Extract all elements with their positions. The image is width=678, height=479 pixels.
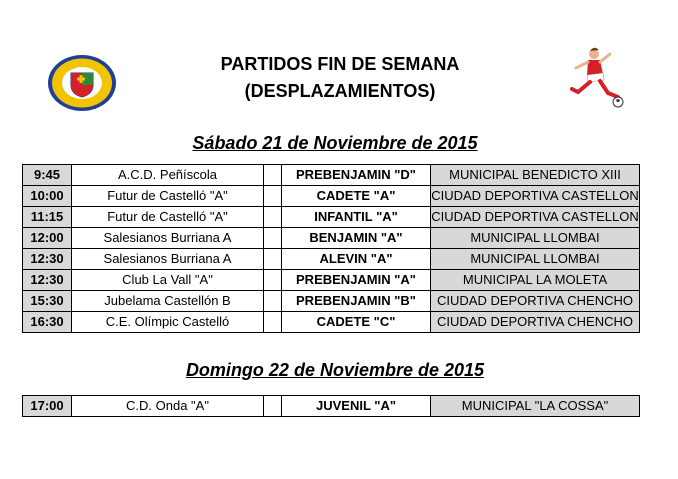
day-heading-sunday: Domingo 22 de Noviembre de 2015 bbox=[185, 360, 485, 380]
venue-name: CIUDAD DEPORTIVA CHENCHO bbox=[431, 312, 640, 333]
empty-cell bbox=[264, 396, 282, 417]
team-category: PREBENJAMIN "A" bbox=[282, 270, 431, 291]
day-heading-saturday: Sábado 21 de Noviembre de 2015 bbox=[192, 133, 478, 153]
team-category: BENJAMIN "A" bbox=[282, 228, 431, 249]
match-time: 10:00 bbox=[23, 186, 72, 207]
empty-cell bbox=[264, 270, 282, 291]
venue-name: MUNICIPAL "LA COSSA" bbox=[431, 396, 640, 417]
page-title: PARTIDOS FIN DE SEMANA bbox=[220, 54, 460, 74]
match-time: 15:30 bbox=[23, 291, 72, 312]
saturday-schedule-table bbox=[22, 164, 640, 333]
match-time: 12:30 bbox=[23, 270, 72, 291]
empty-cell bbox=[264, 312, 282, 333]
opponent-team: C.E. Olímpic Castelló bbox=[72, 312, 264, 333]
table-row bbox=[23, 270, 640, 291]
page-subtitle: (DESPLAZAMIENTOS) bbox=[244, 81, 436, 101]
opponent-team: C.D. Onda "A" bbox=[72, 396, 264, 417]
team-category: ALEVIN "A" bbox=[282, 249, 431, 270]
venue-name: MUNICIPAL LLOMBAI bbox=[431, 228, 640, 249]
team-category: PREBENJAMIN "D" bbox=[282, 165, 431, 186]
opponent-team: Salesianos Burriana A bbox=[72, 249, 264, 270]
opponent-team: Salesianos Burriana A bbox=[72, 228, 264, 249]
table-row bbox=[23, 291, 640, 312]
empty-cell bbox=[264, 249, 282, 270]
table-row bbox=[23, 249, 640, 270]
venue-name: MUNICIPAL LA MOLETA bbox=[431, 270, 640, 291]
venue-name: MUNICIPAL LLOMBAI bbox=[431, 249, 640, 270]
team-category: INFANTIL "A" bbox=[282, 207, 431, 228]
table-row bbox=[23, 186, 640, 207]
table-row bbox=[23, 165, 640, 186]
team-category: CADETE "A" bbox=[282, 186, 431, 207]
opponent-team: Futur de Castelló "A" bbox=[72, 186, 264, 207]
match-time: 12:30 bbox=[23, 249, 72, 270]
match-time: 11:15 bbox=[23, 207, 72, 228]
match-time: 9:45 bbox=[23, 165, 72, 186]
opponent-team: A.C.D. Peñíscola bbox=[72, 165, 264, 186]
team-category: PREBENJAMIN "B" bbox=[282, 291, 431, 312]
match-time: 16:30 bbox=[23, 312, 72, 333]
venue-name: CIUDAD DEPORTIVA CHENCHO bbox=[431, 291, 640, 312]
football-player-illustration bbox=[560, 42, 630, 112]
table-row bbox=[23, 312, 640, 333]
empty-cell bbox=[264, 186, 282, 207]
match-time: 17:00 bbox=[23, 396, 72, 417]
empty-cell bbox=[264, 207, 282, 228]
venue-name: CIUDAD DEPORTIVA CASTELLON bbox=[431, 186, 640, 207]
empty-cell bbox=[264, 228, 282, 249]
opponent-team: Club La Vall "A" bbox=[72, 270, 264, 291]
team-category: CADETE "C" bbox=[282, 312, 431, 333]
venue-name: CIUDAD DEPORTIVA CASTELLON bbox=[431, 207, 640, 228]
table-row bbox=[23, 228, 640, 249]
opponent-team: Jubelama Castellón B bbox=[72, 291, 264, 312]
match-time: 12:00 bbox=[23, 228, 72, 249]
club-logo bbox=[46, 53, 118, 113]
empty-cell bbox=[264, 291, 282, 312]
table-row bbox=[23, 207, 640, 228]
venue-name: MUNICIPAL BENEDICTO XIII bbox=[431, 165, 640, 186]
team-category: JUVENIL "A" bbox=[282, 396, 431, 417]
table-row bbox=[23, 396, 640, 417]
sunday-schedule-table bbox=[22, 395, 640, 417]
opponent-team: Futur de Castelló "A" bbox=[72, 207, 264, 228]
empty-cell bbox=[264, 165, 282, 186]
